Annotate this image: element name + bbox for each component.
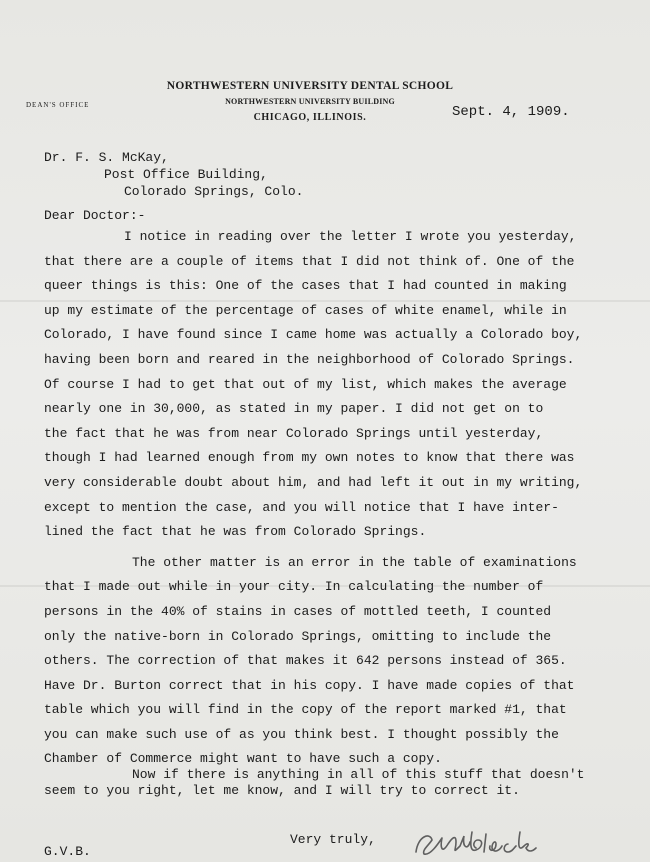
paragraph2-line: The other matter is an error in the table of examinations — [132, 554, 577, 570]
letterhead-city: CHICAGO, ILLINOIS. — [253, 112, 367, 123]
salutation: Dear Doctor:- — [44, 208, 146, 223]
closing: Very truly, — [290, 832, 376, 847]
paragraph1-line: though I had learned enough from my own notes to know that there was — [44, 450, 575, 466]
paragraph1-line: the fact that he was from near Colorado Springs until yesterday, — [44, 425, 544, 441]
paragraph1-line: very considerable doubt about him, and had left it out in my writing, — [44, 474, 583, 490]
paragraph2-line: table which you will find in the copy of the report marked #1, that — [44, 702, 567, 718]
paragraph2-line: Chamber of Commerce might want to have such a copy. — [44, 751, 442, 767]
paragraph1-line: nearly one in 30,000, as stated in my paper. I did not get on to — [44, 401, 544, 417]
paragraph2-line: others. The correction of that makes it 642 persons instead of 365. — [44, 653, 567, 669]
paragraph2-line: that I made out while in your city. In calculating the number of — [44, 579, 544, 595]
address-line: Post Office Building, — [104, 167, 268, 182]
paragraph1-line: except to mention the case, and you will notice that I have inter- — [44, 499, 559, 515]
paragraph3-line: Now if there is anything in all of this stuff that doesn't — [132, 767, 585, 783]
address-line: Dr. F. S. McKay, — [44, 150, 169, 165]
dean-office-label: DEAN'S OFFICE — [26, 101, 90, 109]
paragraph1-line: having been born and reared in the neighborhood of Colorado Springs. — [44, 351, 575, 367]
paragraph2-line: only the native-born in Colorado Springs, omitting to include the — [44, 628, 552, 644]
paragraph1-line: that there are a couple of items that I did not think of. One of the — [44, 253, 575, 269]
initials: G.V.B. — [44, 844, 91, 859]
letterhead-building: NORTHWESTERN UNIVERSITY BUILDING — [225, 97, 395, 106]
paragraph1-line: queer things is this: One of the cases that I had counted in making — [44, 278, 567, 294]
paragraph1-line: up my estimate of the percentage of cases of white enamel, while in — [44, 302, 567, 318]
paragraph1-line: Of course I had to get that out of my list, which makes the average — [44, 376, 567, 392]
paragraph1-line: I notice in reading over the letter I wrote you yesterday, — [124, 229, 577, 244]
paragraph1-line: Colorado, I have found since I came home was actually a Colorado boy, — [44, 327, 583, 343]
paragraph3-line: seem to you right, let me know, and I will try to correct it. — [44, 783, 520, 799]
letterhead-school: NORTHWESTERN UNIVERSITY DENTAL SCHOOL — [166, 80, 454, 92]
letter-date: Sept. 4, 1909. — [452, 104, 570, 120]
letter-body — [44, 229, 619, 799]
paragraph2-line: you can make such use of as you think best. I thought possibly the — [44, 726, 559, 742]
signature — [412, 826, 562, 862]
paragraph2-line: Have Dr. Burton correct that in his copy. I have made copies of that — [44, 677, 575, 693]
paragraph1-line: lined the fact that he was from Colorado Springs. — [44, 524, 427, 540]
paragraph2-line: persons in the 40% of stains in cases of mottled teeth, I counted — [44, 603, 552, 619]
address-line: Colorado Springs, Colo. — [124, 184, 304, 199]
signature-scrawl — [412, 826, 562, 860]
